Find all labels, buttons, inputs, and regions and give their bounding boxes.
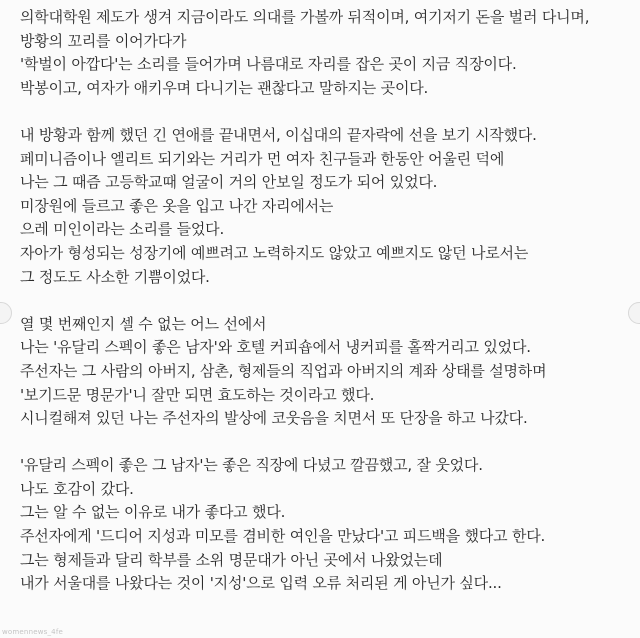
paragraph-3-line-1: 열 몇 번째인지 셀 수 없는 어느 선에서 — [20, 314, 267, 333]
paragraph-4-line-2: 나도 호감이 갔다. — [20, 479, 134, 498]
previous-page-control[interactable] — [0, 302, 12, 324]
paragraph-4-line-6: 내가 서울대를 나왔다는 것이 '지성'으로 입력 오류 처리된 게 아닌가 싶다... — [20, 574, 502, 593]
paragraph-1-line-2: 방황의 꼬리를 이어가다가 — [20, 31, 187, 50]
paragraph-gap — [20, 289, 620, 313]
next-page-control[interactable] — [628, 302, 640, 324]
paragraph-3-line-3: 주선자는 그 사람의 아버지, 삼촌, 형제들의 직업과 아버지의 계좌 상태를 설명하며 — [20, 361, 547, 380]
paragraph-4-line-5: 그는 형제들과 달리 학부를 소위 명문대가 아닌 곳에서 나왔었는데 — [20, 550, 443, 569]
paragraph-2-line-5: 으레 미인이라는 소리를 들었다. — [20, 220, 225, 239]
paragraph-2-line-6: 자아가 형성되는 성장기에 예쁘려고 노력하지도 않았고 예쁘지도 않던 나로서는 — [20, 243, 529, 262]
paragraph-4-line-4: 주선자에게 '드디어 지성과 미모를 겸비한 여인을 만났다'고 피드백을 했다고 한다. — [20, 527, 546, 546]
paragraph-2-line-1: 내 방황과 함께 했던 긴 연애를 끝내면서, 이십대의 끝자락에 선을 보기 시작했다. — [20, 125, 537, 144]
paragraph-2-line-3: 나는 그 때즘 고등학교때 얼굴이 거의 안보일 정도가 되어 있었다. — [20, 173, 438, 192]
paragraph-3-line-5: 시니컬해져 있던 나는 주선자의 발상에 코웃음을 치면서 또 단장을 하고 나갔다. — [20, 409, 528, 428]
paragraph-1-line-4: 박봉이고, 여자가 애키우며 다니기는 괜찮다고 말하지는 곳이다. — [20, 78, 429, 97]
essay-text — [20, 6, 620, 596]
paragraph-2-line-4: 미장원에 들르고 좋은 옷을 입고 나간 자리에서는 — [20, 196, 334, 215]
paragraph-1-line-1: 의학대학원 제도가 생겨 지금이라도 의대를 가볼까 뒤적이며, 여기저기 돈을 벌러 다니며, — [20, 8, 590, 26]
paragraph-2-line-2: 페미니즘이나 엘리트 되기와는 거리가 먼 여자 친구들과 한동안 어울린 덕에 — [20, 149, 505, 168]
watermark: womennews_4fe — [2, 628, 64, 636]
paragraph-3-line-2: 나는 '유달리 스펙이 좋은 남자'와 호텔 커피숍에서 냉커피를 홀짝거리고 있었다. — [20, 338, 531, 357]
paragraph-gap — [20, 431, 620, 455]
paragraph-4-line-3: 그는 알 수 없는 이유로 내가 좋다고 했다. — [20, 503, 286, 522]
paragraph-gap — [20, 100, 620, 124]
paragraph-4-line-1: '유달리 스펙이 좋은 그 남자'는 좋은 직장에 다녔고 깔끔했고, 잘 웃었다. — [20, 456, 483, 475]
paragraph-3-line-4: '보기드문 명문가'니 잘만 되면 효도하는 것이라고 했다. — [20, 385, 375, 404]
paragraph-2-line-7: 그 정도도 사소한 기쁨이었다. — [20, 267, 210, 286]
paragraph-1-line-3: '학벌이 아깝다'는 소리를 들어가며 나름대로 자리를 잡은 곳이 지금 직장이다. — [20, 55, 517, 74]
